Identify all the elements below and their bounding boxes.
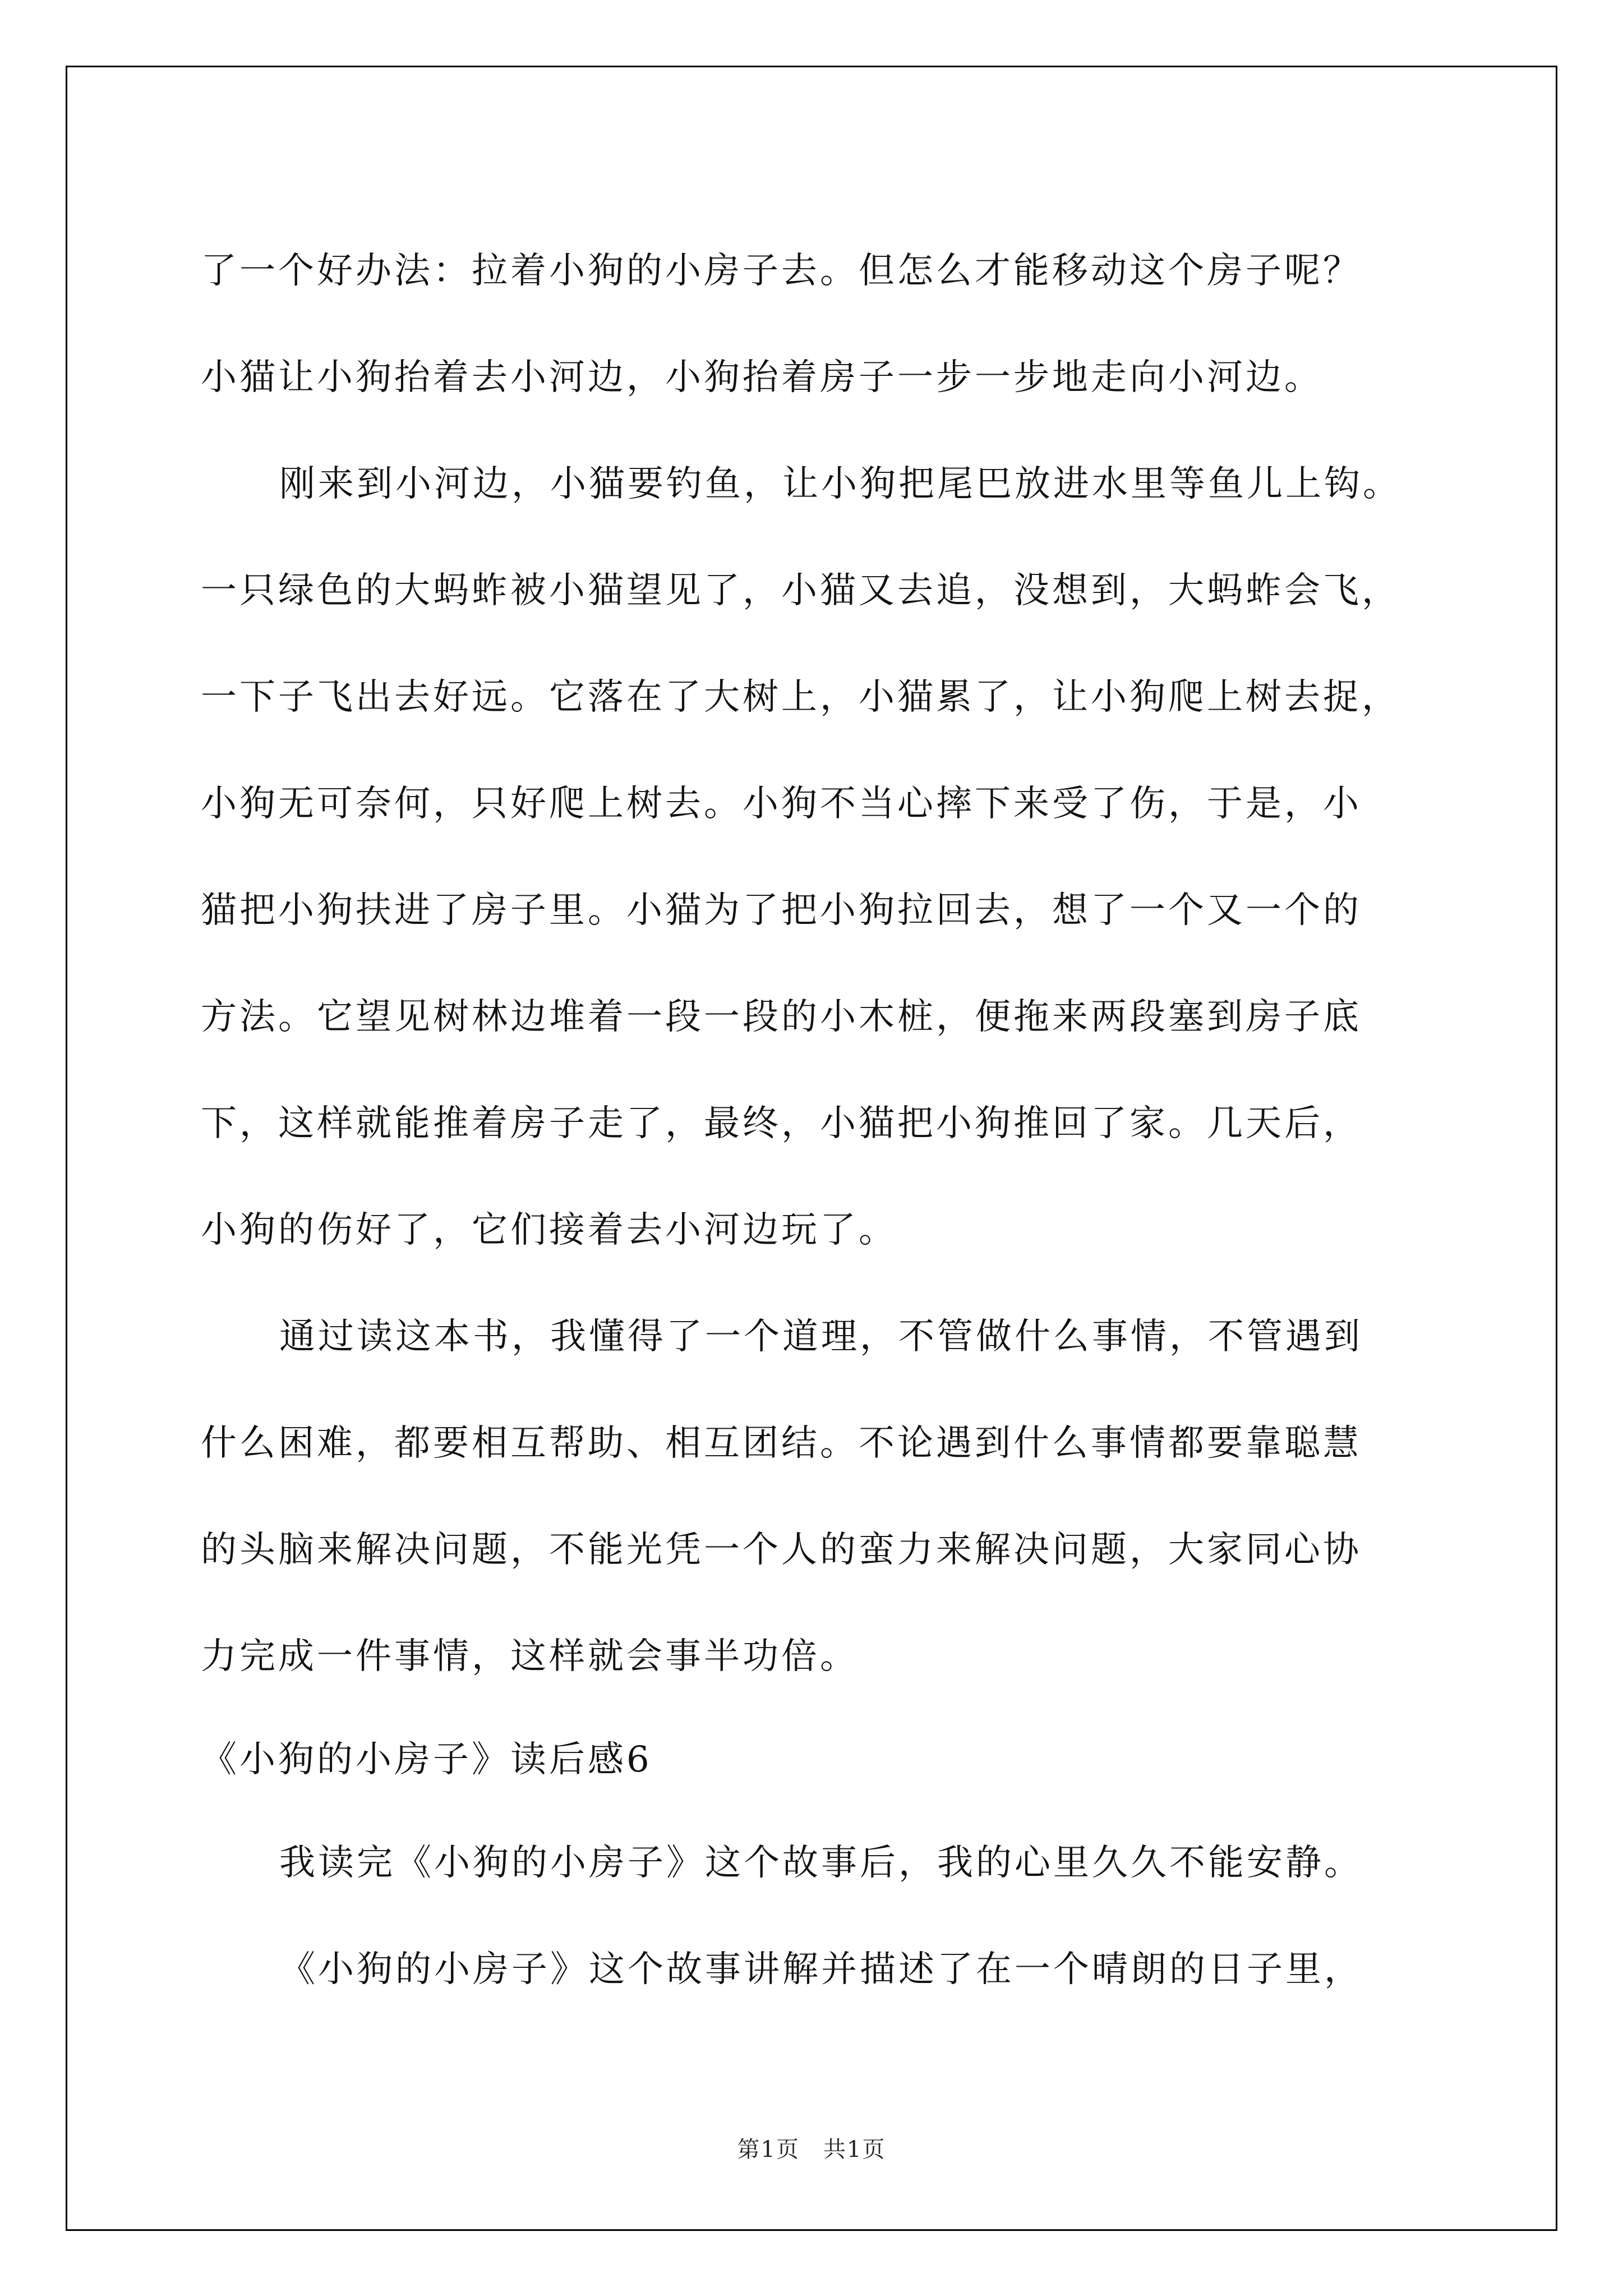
text-line: 了一个好办法：拉着小狗的小房子去。但怎么才能移动这个房子呢？ [201,250,1362,292]
page-footer: 第1页 共1页 [737,2137,886,2162]
text-line: 小狗无可奈何，只好爬上树去。小狗不当心摔下来受了伤，于是，小 [201,783,1362,825]
text-line: 一只绿色的大蚂蚱被小猫望见了，小猫又去追，没想到，大蚂蚱会飞， [201,570,1400,611]
text-line: 小猫让小狗抬着去小河边，小狗抬着房子一步一步地走向小河边。 [201,357,1323,398]
paragraph-start-line: 我读完《小狗的小房子》这个故事后，我的心里久久不能安静。 [279,1842,1363,1884]
text-line: 力完成一件事情，这样就会事半功倍。 [201,1636,859,1677]
text-line: 方法。它望见树林边堆着一段一段的小木桩，便拖来两段塞到房子底 [201,996,1362,1038]
paragraph-start-line: 《小狗的小房子》这个故事讲解并描述了在一个晴朗的日子里， [279,1949,1363,1990]
text-line: 猫把小狗扶进了房子里。小猫为了把小狗拉回去，想了一个又一个的 [201,890,1362,931]
section-heading: 《小狗的小房子》读后感6 [201,1739,652,1780]
document-body [201,218,1423,2023]
text-line: 什么困难，都要相互帮助、相互团结。不论遇到什么事情都要靠聪慧 [201,1423,1362,1464]
text-line: 下，这样就能推着房子走了，最终，小猫把小狗推回了家。几天后， [201,1103,1362,1144]
paragraph-start-line: 通过读这本书，我懂得了一个道理，不管做什么事情，不管遇到 [279,1316,1363,1358]
text-line: 一下子飞出去好远。它落在了大树上，小猫累了，让小狗爬上树去捉， [201,677,1400,718]
text-line: 的头脑来解决问题，不能光凭一个人的蛮力来解决问题，大家同心协 [201,1529,1362,1571]
text-line: 小狗的伤好了，它们接着去小河边玩了。 [201,1209,897,1251]
paragraph-start-line: 刚来到小河边，小猫要钓鱼，让小狗把尾巴放进水里等鱼儿上钩。 [279,463,1401,505]
